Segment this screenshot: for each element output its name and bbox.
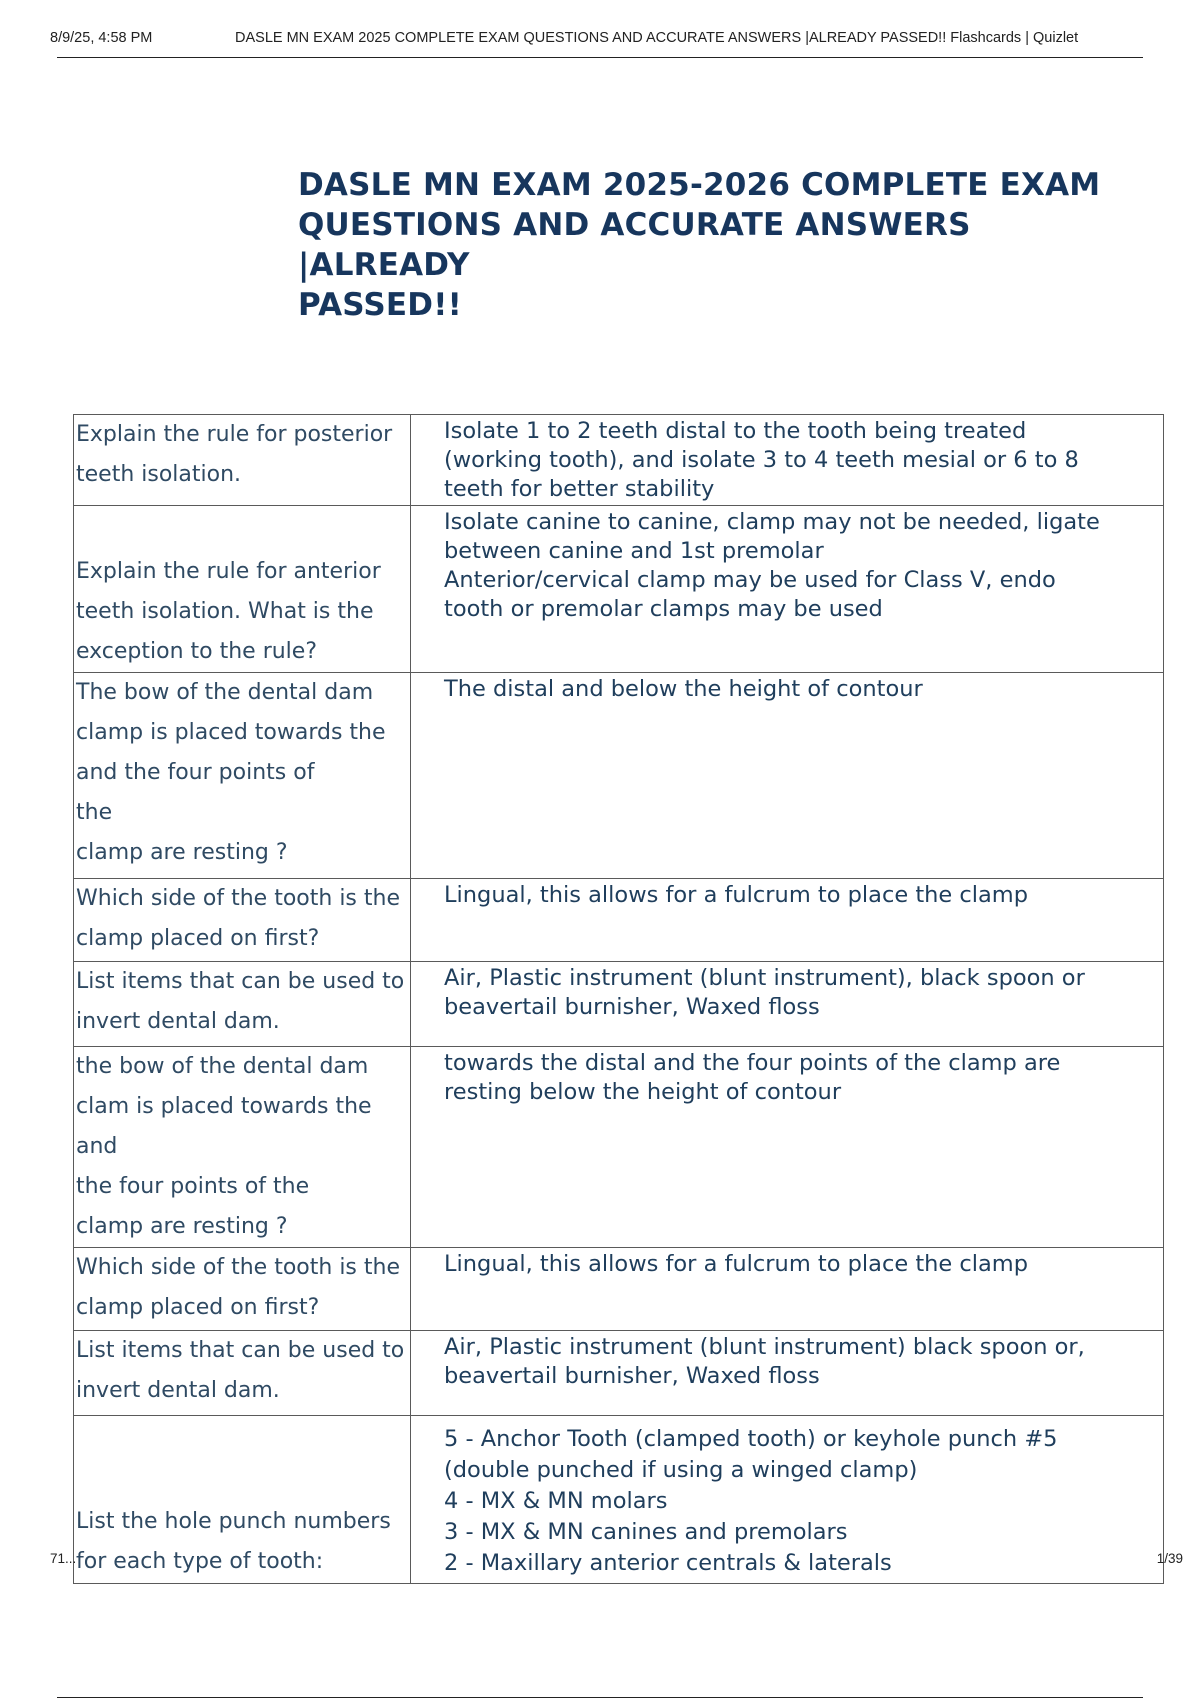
answer-text (411, 962, 1163, 1022)
question-text: List the hole punch numbers for each type of tooth: (76, 1509, 391, 1574)
answer-line: 2 - Maxillary anterior centrals & laterals (444, 1550, 892, 1576)
question-text: the bow of the dental dam clam is placed towards the and the four points of the clamp are resting ? (76, 1054, 372, 1239)
answer-cell (411, 1416, 1164, 1584)
table-row (74, 879, 1164, 962)
table-row (74, 673, 1164, 879)
question-cell (74, 1047, 411, 1248)
answer-cell (411, 1331, 1164, 1416)
answer-line: Isolate canine to canine, clamp may not be needed, ligate (444, 509, 1100, 535)
table-row (74, 415, 1164, 506)
answer-text (411, 1047, 1163, 1107)
question-cell (74, 506, 411, 673)
print-footer-url: 71... (50, 1551, 77, 1566)
answer-line: between canine and 1st premolar (444, 538, 824, 564)
question-text: Explain the rule for posterior teeth isolation. (76, 422, 393, 487)
title-line: DASLE MN EXAM 2025-2026 COMPLETE EXAM (298, 167, 1101, 203)
answer-line: Lingual, this allows for a fulcrum to place the clamp (444, 882, 1029, 908)
answer-text (411, 879, 1163, 910)
answer-line: towards the distal and the four points of the clamp are (444, 1050, 1061, 1076)
question-cell (74, 1416, 411, 1584)
answer-line: beavertail burnisher, Waxed floss (444, 1363, 820, 1389)
question-cell (74, 1331, 411, 1416)
table-row (74, 1248, 1164, 1331)
answer-line: tooth or premolar clamps may be used (444, 596, 883, 622)
answer-text (411, 673, 1163, 704)
answer-line: resting below the height of contour (444, 1079, 842, 1105)
answer-cell (411, 1248, 1164, 1331)
bottom-divider (57, 1697, 1143, 1698)
answer-line: 5 - Anchor Tooth (clamped tooth) or keyhole punch #5 (444, 1426, 1058, 1452)
answer-cell (411, 962, 1164, 1047)
answer-line: The distal and below the height of contour (444, 676, 923, 702)
title-line: PASSED!! (298, 287, 462, 323)
page-number: 1/39 (1156, 1551, 1183, 1566)
question-cell (74, 415, 411, 506)
answer-cell (411, 506, 1164, 673)
answer-cell (411, 879, 1164, 962)
document-title (298, 165, 1118, 325)
answer-line: Lingual, this allows for a fulcrum to place the clamp (444, 1251, 1029, 1277)
question-text: The bow of the dental dam clamp is placed towards the and the four points of the clamp are resting ? (76, 680, 386, 865)
answer-text (411, 1416, 1163, 1579)
answer-line: Air, Plastic instrument (blunt instrument) black spoon or, (444, 1334, 1085, 1360)
answer-text (411, 1331, 1163, 1391)
answer-text (411, 506, 1163, 624)
question-cell (74, 879, 411, 962)
answer-line: Air, Plastic instrument (blunt instrument), black spoon or (444, 965, 1085, 991)
question-cell (74, 673, 411, 879)
question-cell (74, 962, 411, 1047)
answer-line: (double punched if using a winged clamp) (444, 1457, 918, 1483)
table-row (74, 1047, 1164, 1248)
answer-cell (411, 415, 1164, 506)
answer-line: (working tooth), and isolate 3 to 4 teeth mesial or 6 to 8 (444, 447, 1079, 473)
question-text: List items that can be used to invert dental dam. (76, 969, 405, 1034)
header-divider (57, 57, 1143, 58)
answer-line: 4 - MX & MN molars (444, 1488, 668, 1514)
question-cell (74, 1248, 411, 1331)
answer-cell (411, 673, 1164, 879)
question-text: List items that can be used to invert dental dam. (76, 1338, 405, 1403)
answer-line: Isolate 1 to 2 teeth distal to the tooth being treated (444, 418, 1027, 444)
table-row (74, 506, 1164, 673)
table-row (74, 1416, 1164, 1584)
print-timestamp: 8/9/25, 4:58 PM (50, 30, 153, 46)
question-text: Which side of the tooth is the clamp placed on first? (76, 886, 400, 951)
answer-text (411, 415, 1163, 504)
table-row (74, 962, 1164, 1047)
answer-line: Anterior/cervical clamp may be used for Class V, endo (444, 567, 1056, 593)
question-text: Which side of the tooth is the clamp placed on first? (76, 1255, 400, 1320)
answer-text (411, 1248, 1163, 1279)
question-text: Explain the rule for anterior teeth isolation. What is the exception to the rule? (76, 559, 381, 664)
answer-line: beavertail burnisher, Waxed floss (444, 994, 820, 1020)
table-row (74, 1331, 1164, 1416)
title-line: QUESTIONS AND ACCURATE ANSWERS |ALREADY (298, 207, 971, 283)
flashcard-table (73, 414, 1164, 1584)
answer-line: 3 - MX & MN canines and premolars (444, 1519, 848, 1545)
answer-cell (411, 1047, 1164, 1248)
answer-line: teeth for better stability (444, 476, 715, 502)
print-page-title: DASLE MN EXAM 2025 COMPLETE EXAM QUESTIONS AND ACCURATE ANSWERS |ALREADY PASSED!! Flashcards | Quizlet (235, 30, 1079, 46)
